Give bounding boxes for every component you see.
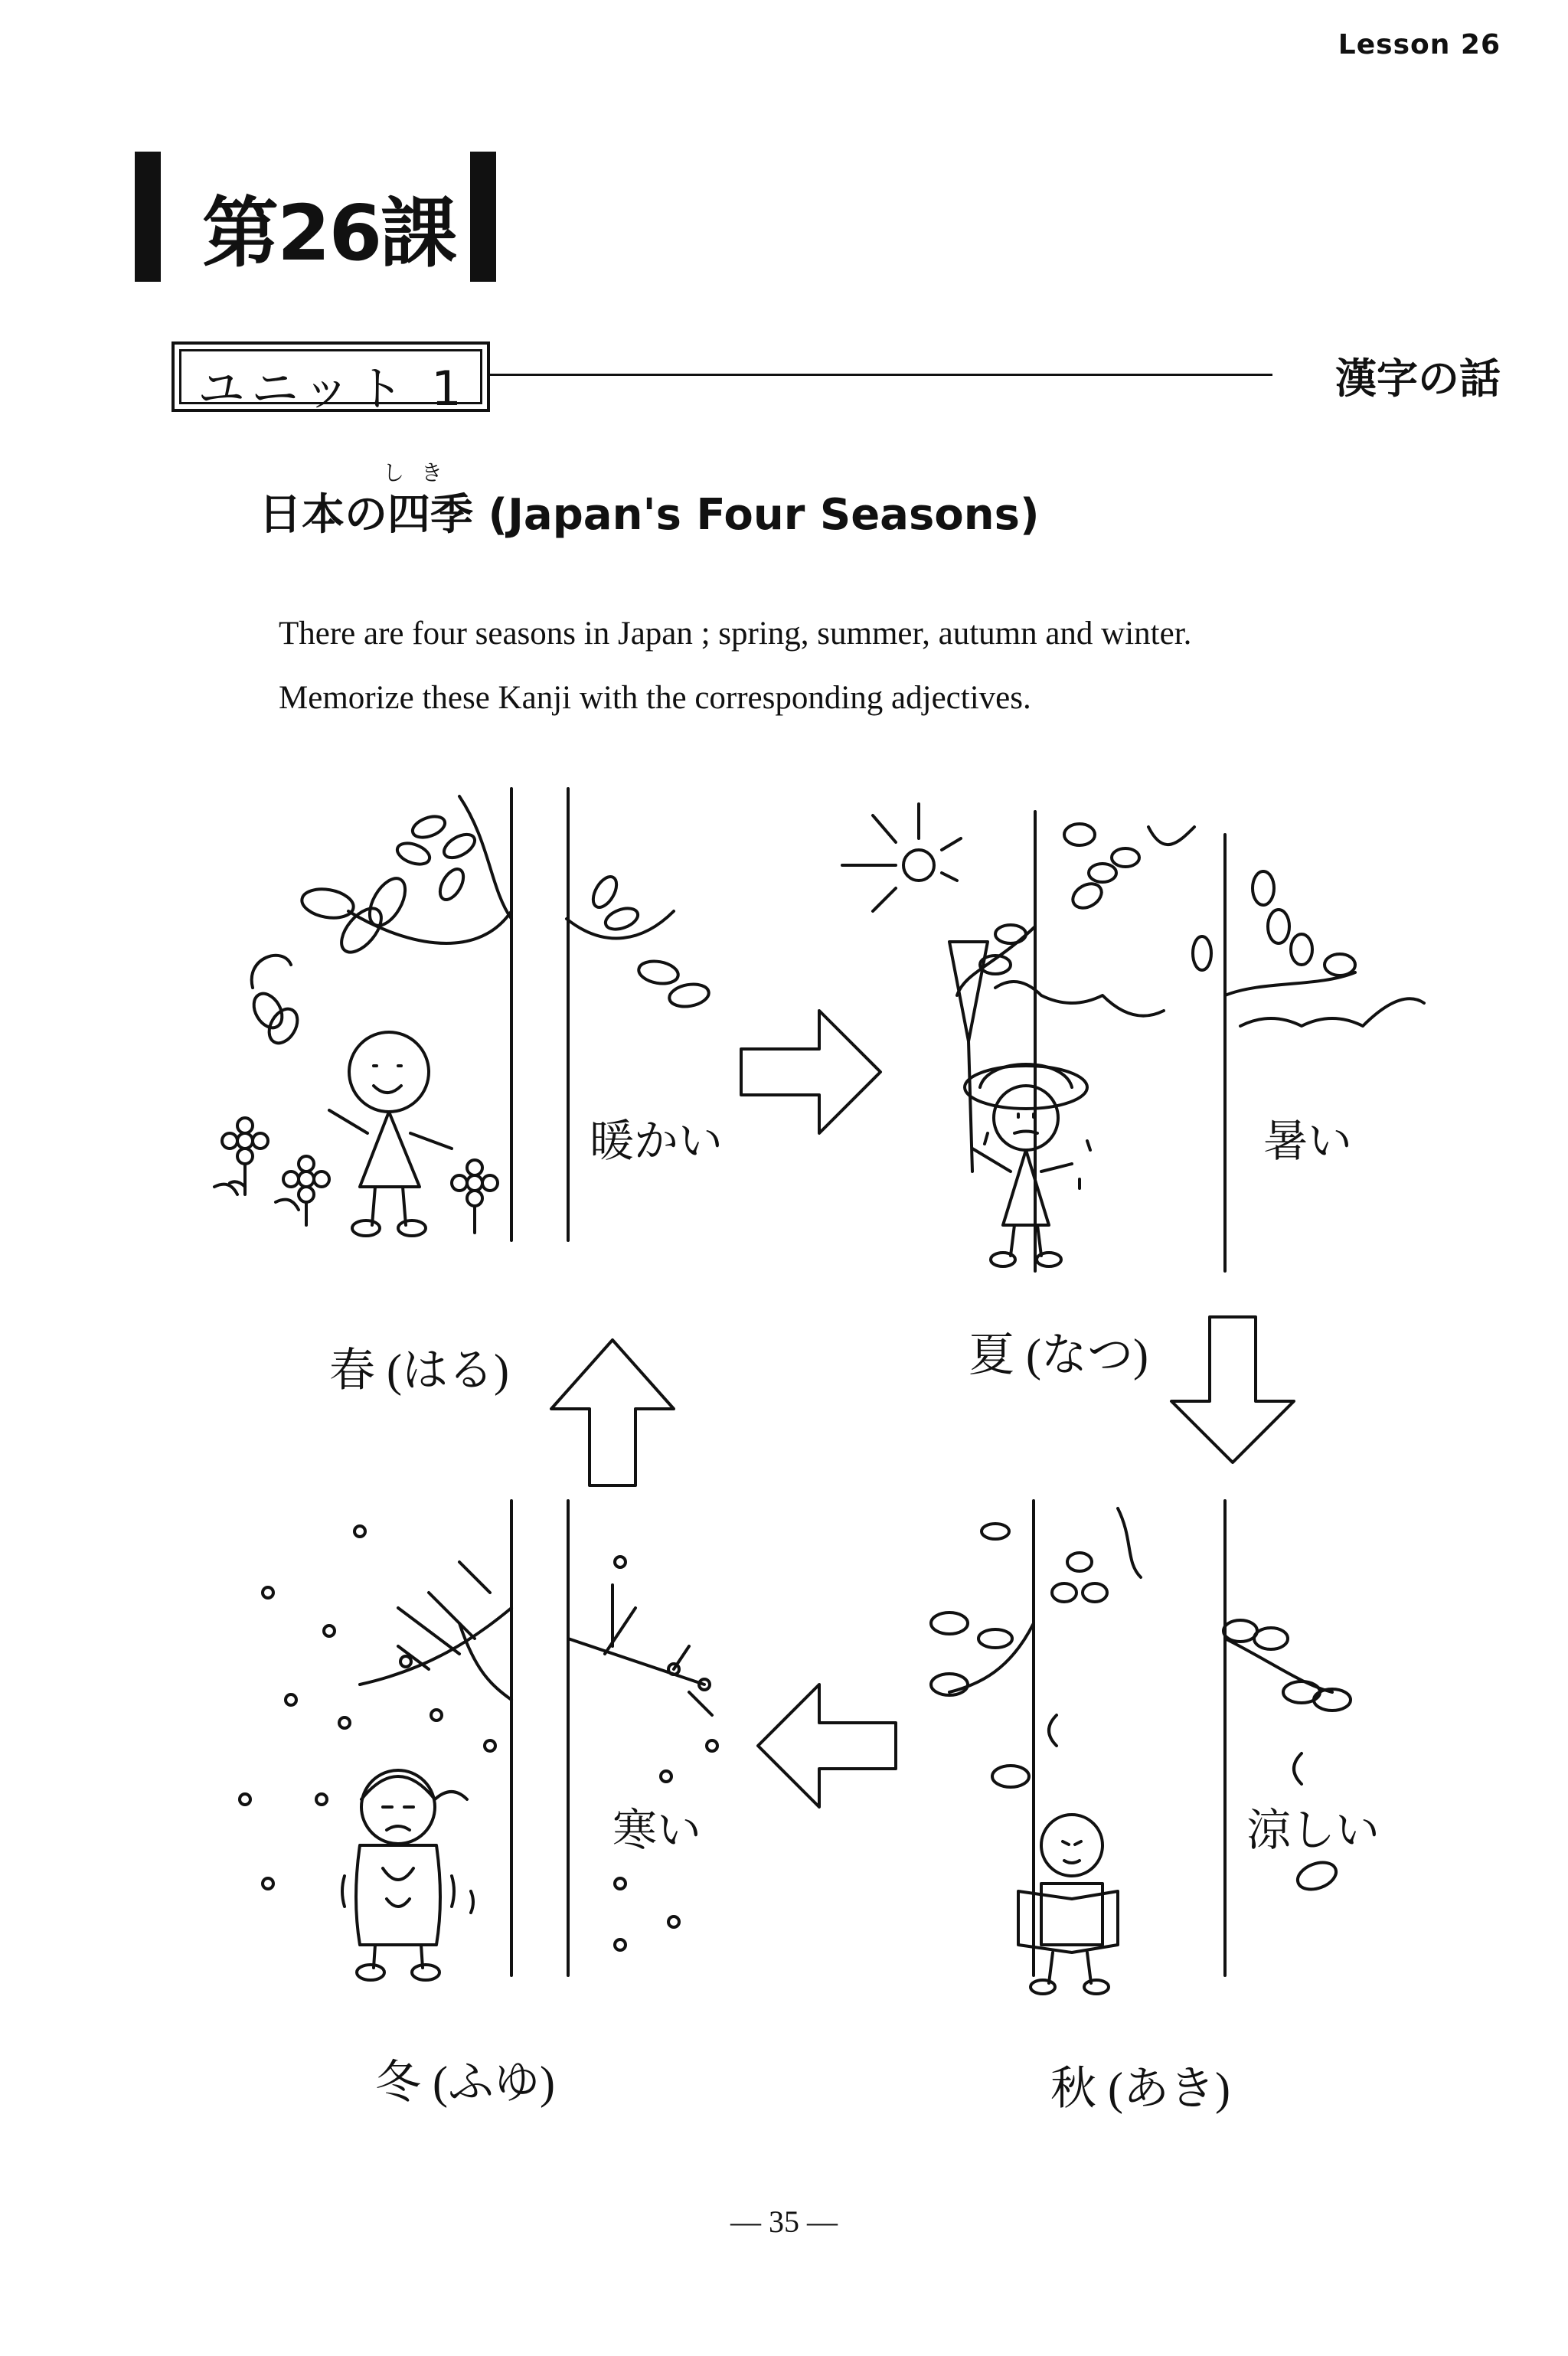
arrow-autumn-to-winter: [758, 1684, 896, 1807]
autumn-name: 秋 (あき): [1050, 2064, 1230, 2114]
spring-adjective: 暖かい: [590, 1116, 724, 1166]
page-number: ― 35 ―: [730, 2204, 838, 2239]
section-title: 日本の四季 (Japan's Four Seasons): [259, 490, 1040, 540]
arrow-spring-to-summer: [741, 1011, 880, 1133]
spring-drawing: [214, 789, 710, 1240]
unit-topic: 漢字の話: [1335, 355, 1501, 403]
summer-drawing: [842, 804, 1424, 1271]
winter-adjective: 寒い: [612, 1805, 702, 1855]
autumn-drawing: [931, 1501, 1351, 1994]
winter-drawing: [240, 1501, 717, 1980]
arrow-summer-to-autumn: [1171, 1317, 1294, 1462]
winter-name: 冬 (ふゆ): [375, 2057, 555, 2108]
arrow-winter-to-spring: [551, 1340, 674, 1485]
intro-line-2: Memorize these Kanji with the corresponding adjectives.: [279, 680, 1031, 716]
winter-snowflakes: [240, 1526, 717, 1950]
spring-name: 春 (はる): [329, 1345, 509, 1396]
summer-adjective: 暑い: [1263, 1116, 1353, 1166]
section-title-ruby: しき: [383, 460, 460, 485]
unit-label: ユニット 1: [198, 361, 468, 417]
summer-name: 夏 (なつ): [969, 1330, 1148, 1381]
spring-flowers: [214, 1118, 498, 1233]
lesson-label: Lesson 26: [1338, 29, 1501, 60]
lesson-title: 第26課: [202, 188, 456, 278]
autumn-adjective: 涼しい: [1246, 1805, 1380, 1855]
intro-line-1: There are four seasons in Japan ; spring, summer, autumn and winter.: [279, 616, 1192, 652]
